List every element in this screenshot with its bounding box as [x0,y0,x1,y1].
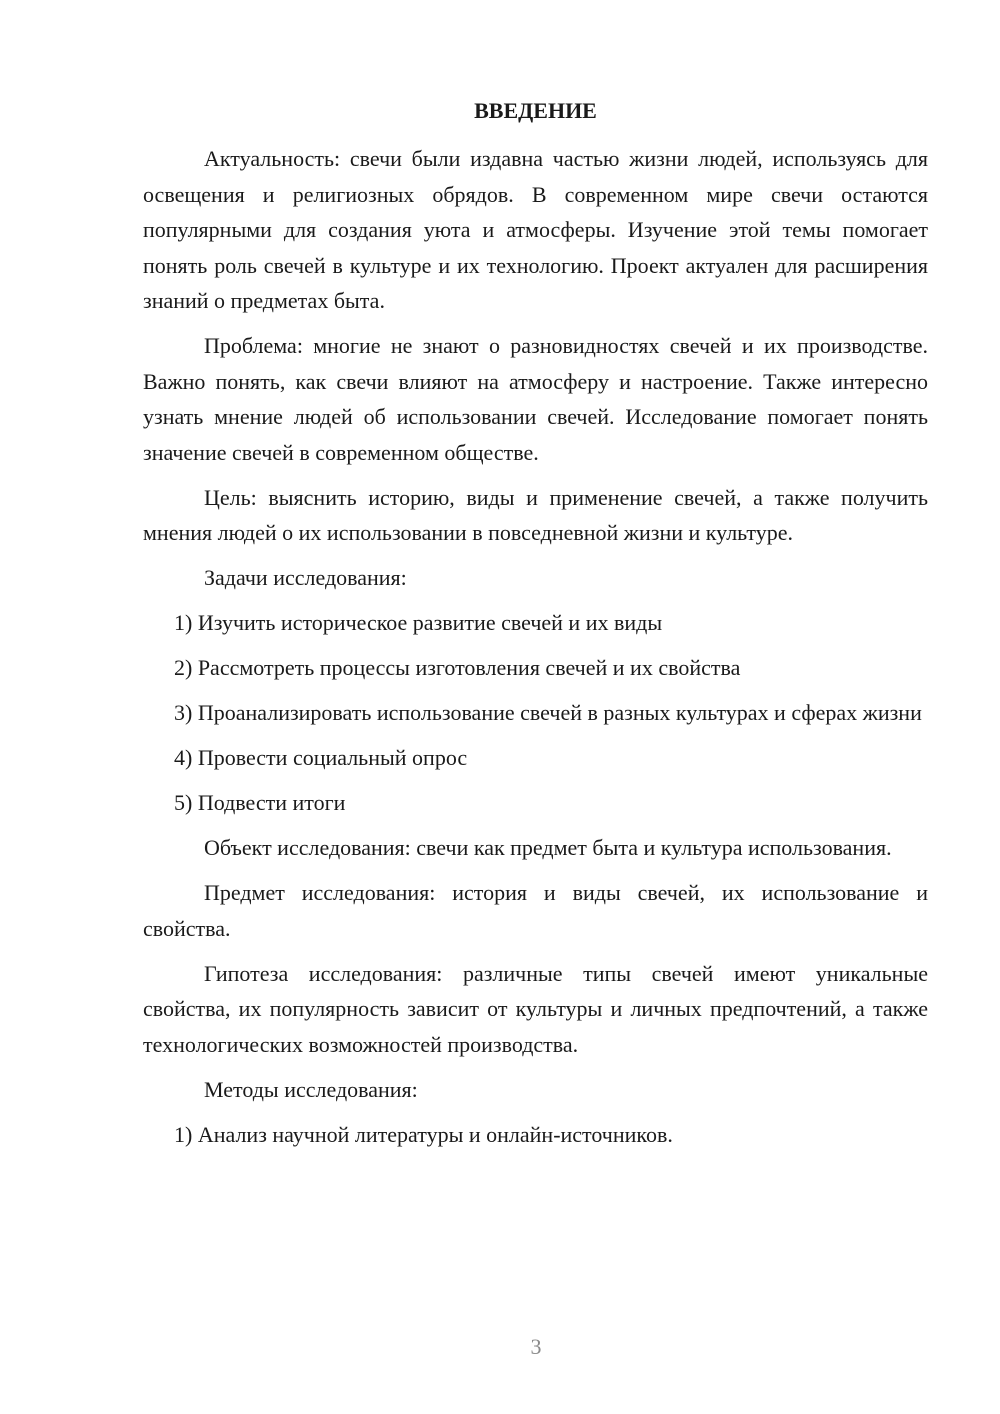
paragraph-relevance: Актуальность: свечи были издавна частью жизни людей, используясь для освещения и религиозных обрядов. В современном мире свечи остаются популярными для создания уюта и атмосферы. Изучение этой темы помогает понять роль свечей в культуре и их технологию. Проект актуален для расширения знаний о предметах быта. [143,146,928,313]
tasks-heading: Задачи исследования: [204,565,407,590]
paragraph-object: Объект исследования: свечи как предмет быта и культура использования. [204,835,892,860]
list-item-task: 5) Подвести итоги [174,790,346,815]
list-item-method: 1) Анализ научной литературы и онлайн-источников. [174,1121,673,1147]
paragraph-hypothesis: Гипотеза исследования: различные типы свечей имеют уникальные свойства, их популярность зависит от культуры и личных предпочтений, а также технологических возможностей производства. [143,960,928,1057]
section-heading: ВВЕДЕНИЕ [474,98,597,123]
methods-heading: Методы исследования: [204,1076,418,1102]
paragraph-subject: Предмет исследования: история и виды свечей, их использование и свойства. [143,880,928,941]
list-item-task: 4) Провести социальный опрос [174,745,468,770]
list-item-task: 3) Проанализировать использование свечей в разных культурах и сферах жизни [174,700,922,725]
list-item-task: 2) Рассмотреть процессы изготовления свечей и их свойства [174,655,741,680]
list-item-task: 1) Изучить историческое развитие свечей и их виды [174,610,663,635]
page-number: 3 [530,1334,542,1359]
paragraph-goal: Цель: выяснить историю, виды и применение свечей, а также получить мнения людей о их использовании в повседневной жизни и культуре. [143,484,928,545]
document-body [143,141,928,1162]
paragraph-problem: Проблема: многие не знают о разновидностях свечей и их производстве. Важно понять, как свечи влияют на атмосферу и настроение. Также интересно узнать мнение людей об использовании свечей. Исследование помогает понять значение свечей в современном обществе. [143,333,928,465]
